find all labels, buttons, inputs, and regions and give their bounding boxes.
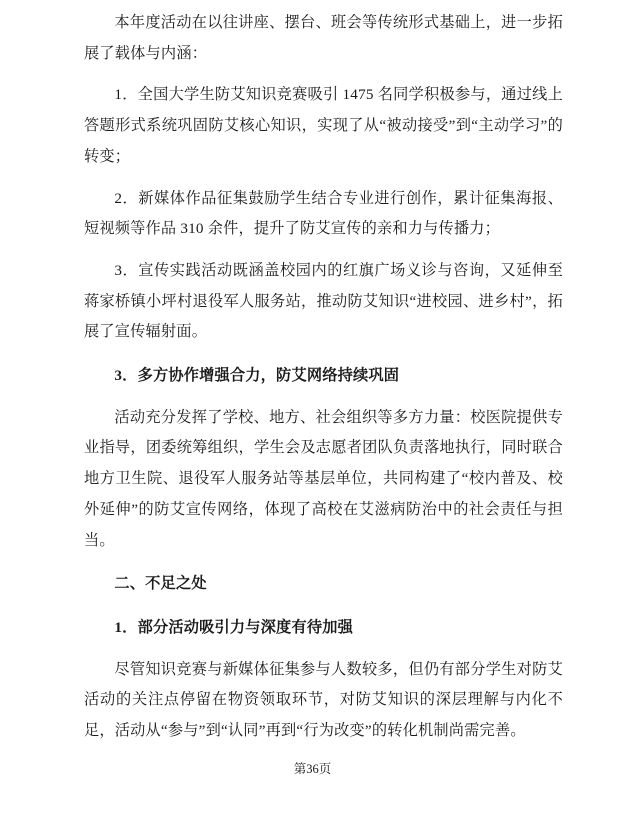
paragraph-item-3: 3．宣传实践活动既涵盖校园内的红旗广场义诊与咨询，又延伸至蒋家桥镇小坪村退役军人服务站，推动防艾知识“进校园、进乡村”，拓展了宣传辐射面。 xyxy=(84,261,563,341)
paragraph-spacer xyxy=(84,644,563,655)
paragraph-spacer xyxy=(84,173,563,184)
paragraph-subsection-1-body: 尽管知识竞赛与新媒体征集参与人数较多，但仍有部分学生对防艾活动的关注点停留在物资领取环节，对防艾知识的深层理解与内化不足，活动从“参与”到“认同”再到“行为改变”的转化机制尚需完善。 xyxy=(84,660,563,740)
section-spacer xyxy=(84,556,563,569)
section-spacer xyxy=(84,600,563,613)
paragraph-spacer xyxy=(84,392,563,403)
paragraph-intro: 本年度活动在以往讲座、摆台、班会等传统形式基础上，进一步拓展了载体与内涵： xyxy=(84,14,563,62)
heading-subsection-1: 1．部分活动吸引力与深度有待加强 xyxy=(114,618,353,636)
paragraph-spacer xyxy=(84,245,563,256)
heading-section-two: 二、不足之处 xyxy=(114,575,207,593)
section-spacer xyxy=(84,348,563,361)
paragraph-item-2: 2．新媒体作品征集鼓励学生结合专业进行创作，累计征集海报、短视频等作品 310 余件，提升了防艾宣传的亲和力与传播力； xyxy=(84,189,563,238)
paragraph-section-3-body: 活动充分发挥了学校、地方、社会组织等多方力量：校医院提供专业指导，团委统筹组织，学生会及志愿者团队负责落地执行，同时联合地方卫生院、退役军人服务站等基层单位，共同构建了“校内普及、校外延伸”的防艾宣传网络，体现了高校在艾滋病防治中的社会责任与担当。 xyxy=(84,408,563,549)
paragraph-item-1: 1．全国大学生防艾知识竞赛吸引 1475 名同学积极参与，通过线上答题形式系统巩固防艾核心知识，实现了从“被动接受”到“主动学习”的转变； xyxy=(84,86,563,165)
paragraph-spacer xyxy=(84,69,563,80)
heading-section-3: 3．多方协作增强合力，防艾网络持续巩固 xyxy=(114,367,400,385)
page-number: 第36页 xyxy=(293,762,332,776)
